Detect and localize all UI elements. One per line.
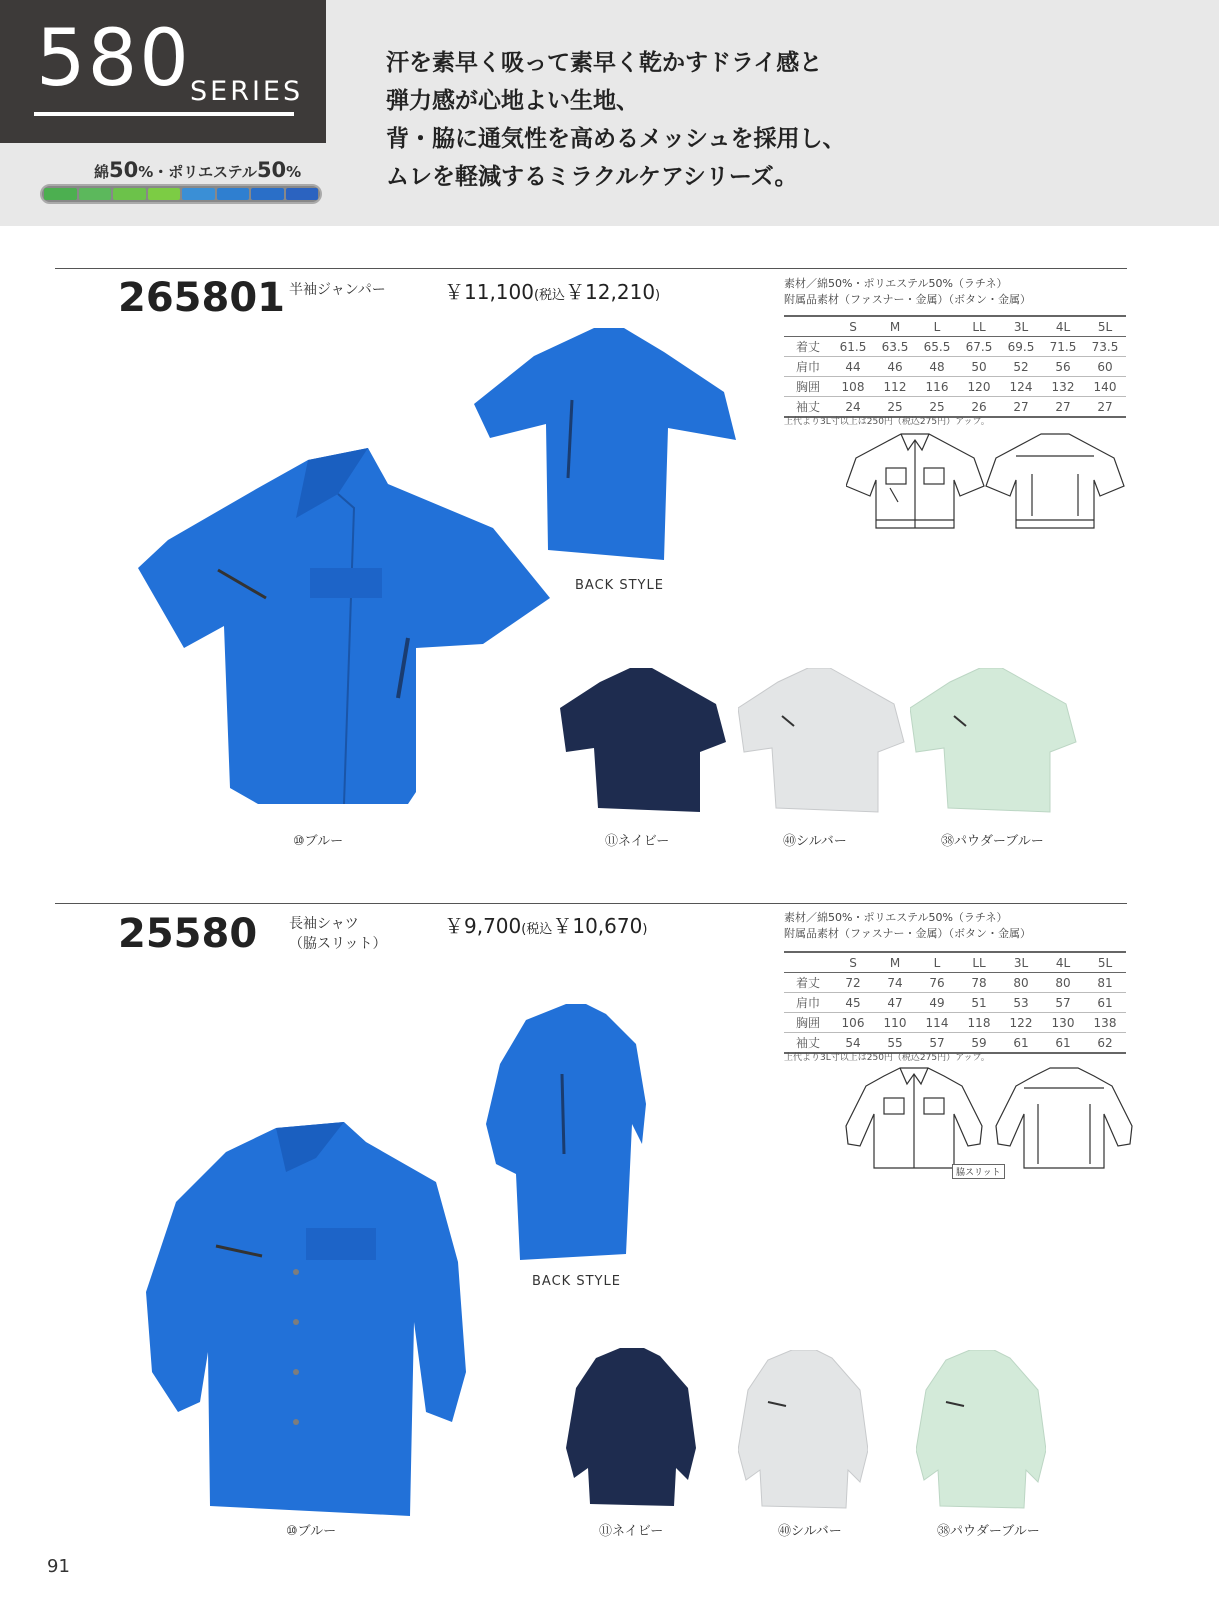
- size-cell: 46: [887, 359, 903, 374]
- fabric-poly-pct: 50: [256, 158, 287, 182]
- color-caption-blue: ⑩ブルー: [293, 834, 344, 849]
- size-cell: 80: [1055, 975, 1071, 990]
- variant-body: [560, 668, 726, 812]
- meter-segment: [217, 188, 250, 200]
- size-cell: 110: [883, 1015, 907, 1030]
- garment-variant-navy: [560, 668, 730, 818]
- meter-segment: [251, 188, 284, 200]
- garment-variant-silver-long: [738, 1350, 868, 1510]
- tagline-line: ムレを軽減するミラクルケアシリーズ。: [386, 164, 798, 190]
- product-name: [289, 914, 386, 954]
- size-cell: 61.5: [839, 339, 867, 354]
- size-cell: 53: [1013, 995, 1029, 1010]
- color-caption-silver: ㊵シルバー: [783, 834, 847, 849]
- size-header: 3L: [1000, 952, 1042, 973]
- size-cell: 55: [887, 1035, 903, 1050]
- size-cell: 59: [971, 1035, 987, 1050]
- material-info: [784, 910, 1031, 942]
- garment-variant-navy-long: [566, 1348, 696, 1508]
- row-label: 胸囲: [795, 380, 820, 394]
- price-tax: ￥10,670: [552, 914, 643, 938]
- price-base: ￥9,700: [444, 914, 522, 938]
- size-cell: 52: [1013, 359, 1029, 374]
- size-cell: 50: [971, 359, 987, 374]
- color-caption-powder-blue: ㊳パウダーブルー: [937, 1524, 1040, 1539]
- size-cell: 122: [1009, 1015, 1033, 1030]
- size-header: 3L: [1000, 316, 1042, 337]
- size-cell: 61: [1055, 1035, 1071, 1050]
- size-cell: 48: [929, 359, 945, 374]
- size-cell: 27: [1097, 399, 1113, 414]
- size-cell: 51: [971, 995, 987, 1010]
- size-cell: 81: [1097, 975, 1113, 990]
- size-cell: 140: [1093, 379, 1117, 394]
- size-note: 上代より3L寸以上は250円（税込275円）アップ。: [784, 1053, 990, 1063]
- size-cell: 61: [1097, 995, 1113, 1010]
- size-table: [784, 951, 1126, 1054]
- product-price: [444, 276, 660, 305]
- front-drawing: [846, 434, 984, 528]
- size-cell: 24: [845, 399, 861, 414]
- variant-body: [738, 1350, 868, 1508]
- garment-variant-powder-blue: [910, 668, 1080, 818]
- size-header: L: [916, 316, 958, 337]
- size-cell: 138: [1093, 1015, 1117, 1030]
- size-cell: 78: [971, 975, 987, 990]
- size-header-row: [784, 952, 1126, 973]
- fabric-composition: [94, 158, 301, 182]
- series-number: 580: [36, 14, 191, 104]
- product-price: [444, 910, 647, 939]
- row-label: 袖丈: [795, 400, 820, 414]
- front-drawing: [846, 1068, 982, 1168]
- size-cell: 71.5: [1049, 339, 1077, 354]
- color-caption-navy: ⑪ネイビー: [599, 1524, 664, 1539]
- size-header: S: [832, 952, 874, 973]
- size-header: M: [874, 952, 916, 973]
- back-style-caption: BACK STYLE: [575, 578, 664, 593]
- size-cell: 72: [845, 975, 861, 990]
- size-note: 上代より3L寸以上は250円（税込275円）アップ。: [784, 417, 990, 427]
- tagline-line: 背・脇に通気性を高めるメッシュを採用し、: [386, 126, 846, 152]
- size-cell: 120: [967, 379, 991, 394]
- fabric-cotton-pct: 50: [109, 158, 139, 182]
- size-cell: 62: [1097, 1035, 1113, 1050]
- material-text: 素材／綿50%・ポリエステル50%（ラチネ）: [784, 277, 1008, 290]
- row-label: 着丈: [795, 340, 820, 354]
- meter-segment: [148, 188, 181, 200]
- garment-back-body: [486, 1004, 646, 1260]
- variant-body: [910, 668, 1076, 812]
- size-cell: 73.5: [1091, 339, 1119, 354]
- size-cell: 57: [1055, 995, 1071, 1010]
- size-row: [784, 357, 1126, 377]
- size-cell: 25: [887, 399, 903, 414]
- size-row: [784, 1013, 1126, 1033]
- size-cell: 112: [883, 379, 907, 394]
- material-info: [784, 276, 1031, 308]
- price-tax: ￥12,210: [565, 280, 656, 304]
- size-cell: 67.5: [965, 339, 993, 354]
- garment-back-blue: [474, 328, 740, 566]
- size-header: S: [832, 316, 874, 337]
- size-row: [784, 973, 1126, 993]
- size-cell: 65.5: [923, 339, 951, 354]
- size-cell: 63.5: [881, 339, 909, 354]
- tax-close: ): [642, 922, 648, 937]
- tax-label: (税込: [521, 922, 553, 937]
- section-rule: [55, 268, 1127, 269]
- product-name-line: 長袖シャツ: [289, 916, 359, 932]
- size-header: LL: [958, 316, 1000, 337]
- size-header: 4L: [1042, 316, 1084, 337]
- price-base: ￥11,100: [444, 280, 534, 304]
- row-label: 肩巾: [795, 360, 820, 374]
- size-cell: 47: [887, 995, 903, 1010]
- variant-body: [916, 1350, 1046, 1508]
- garment-back-blue-long: [486, 1004, 646, 1266]
- size-cell: 106: [841, 1015, 865, 1030]
- variant-body: [738, 668, 904, 812]
- row-label: 袖丈: [795, 1036, 820, 1050]
- color-caption-blue: ⑩ブルー: [286, 1524, 337, 1539]
- tagline-line: 弾力感が心地よい生地、: [386, 88, 639, 114]
- meter-segment: [79, 188, 112, 200]
- back-style-caption: BACK STYLE: [532, 1274, 621, 1289]
- color-caption-powder-blue: ㊳パウダーブルー: [941, 834, 1044, 849]
- technical-drawing-short-sleeve: [846, 428, 1132, 538]
- size-header: 5L: [1084, 316, 1126, 337]
- section-rule: [55, 903, 1127, 904]
- product-name: 半袖ジャンパー: [289, 282, 386, 298]
- size-header: L: [916, 952, 958, 973]
- meter-segment: [182, 188, 215, 200]
- series-word: SERIES: [190, 76, 304, 107]
- product-code: 25580: [118, 911, 258, 957]
- size-cell: 54: [845, 1035, 861, 1050]
- tax-label: (税込: [533, 288, 566, 303]
- row-label: 胸囲: [795, 1016, 820, 1030]
- series-underline: [34, 112, 294, 116]
- size-cell: 69.5: [1007, 339, 1035, 354]
- size-cell: 44: [845, 359, 861, 374]
- size-cell: 118: [967, 1015, 991, 1030]
- fabric-meter: [40, 184, 322, 204]
- size-cell: 124: [1009, 379, 1033, 394]
- size-cell: 26: [971, 399, 987, 414]
- meter-segment: [286, 188, 319, 200]
- product-code: 265801: [118, 275, 285, 321]
- accessory-material-text: 附属品素材（ファスナー・金属）（ボタン・金属）: [784, 927, 1032, 940]
- size-cell: 45: [845, 995, 861, 1010]
- size-cell: 116: [925, 379, 949, 394]
- size-cell: 130: [1051, 1015, 1075, 1030]
- fabric-pct: %: [286, 163, 302, 181]
- fabric-sep: %・ポリエステル: [138, 163, 257, 181]
- size-table: [784, 315, 1126, 418]
- size-cell: 74: [887, 975, 903, 990]
- size-cell: 76: [929, 975, 945, 990]
- size-cell: 27: [1055, 399, 1071, 414]
- garment-front-blue-long: [146, 1122, 468, 1520]
- series-tagline: [386, 44, 846, 196]
- meter-segment: [44, 188, 77, 200]
- color-caption-navy: ⑪ネイビー: [605, 834, 670, 849]
- back-drawing: [996, 1068, 1132, 1168]
- product-name-line: （脇スリット）: [289, 936, 387, 952]
- color-caption-silver: ㊵シルバー: [778, 1524, 842, 1539]
- size-cell: 56: [1055, 359, 1071, 374]
- size-header: LL: [958, 952, 1000, 973]
- size-header-row: [784, 316, 1126, 337]
- size-cell: 25: [929, 399, 945, 414]
- garment-variant-powder-blue-long: [916, 1350, 1046, 1510]
- technical-drawing-long-sleeve: [844, 1064, 1136, 1172]
- variant-body: [566, 1348, 696, 1506]
- tagline-line: 汗を素早く吸って素早く乾かすドライ感と: [386, 50, 823, 76]
- size-cell: 114: [925, 1015, 949, 1030]
- size-cell: 132: [1051, 379, 1075, 394]
- garment-back-body: [474, 328, 736, 560]
- material-text: 素材／綿50%・ポリエステル50%（ラチネ）: [784, 911, 1008, 924]
- size-header: M: [874, 316, 916, 337]
- fabric-cotton-label: 綿: [94, 163, 110, 181]
- size-row: [784, 337, 1126, 357]
- size-cell: 60: [1097, 359, 1113, 374]
- size-header: 5L: [1084, 952, 1126, 973]
- size-cell: 27: [1013, 399, 1029, 414]
- size-cell: 80: [1013, 975, 1029, 990]
- accessory-material-text: 附属品素材（ファスナー・金属）（ボタン・金属）: [784, 293, 1032, 306]
- slit-label: 脇スリット: [952, 1164, 1005, 1179]
- page-number: 91: [47, 1556, 70, 1577]
- size-row: [784, 993, 1126, 1013]
- size-cell: 108: [841, 379, 865, 394]
- size-header: 4L: [1042, 952, 1084, 973]
- size-cell: 49: [929, 995, 945, 1010]
- tax-close: ): [655, 288, 661, 303]
- back-drawing: [986, 434, 1124, 528]
- size-cell: 61: [1013, 1035, 1029, 1050]
- garment-variant-silver: [738, 668, 908, 818]
- size-row: [784, 377, 1126, 397]
- meter-segment: [113, 188, 146, 200]
- size-cell: 57: [929, 1035, 945, 1050]
- garment-body: [146, 1122, 466, 1516]
- row-label: 肩巾: [795, 996, 820, 1010]
- row-label: 着丈: [795, 976, 820, 990]
